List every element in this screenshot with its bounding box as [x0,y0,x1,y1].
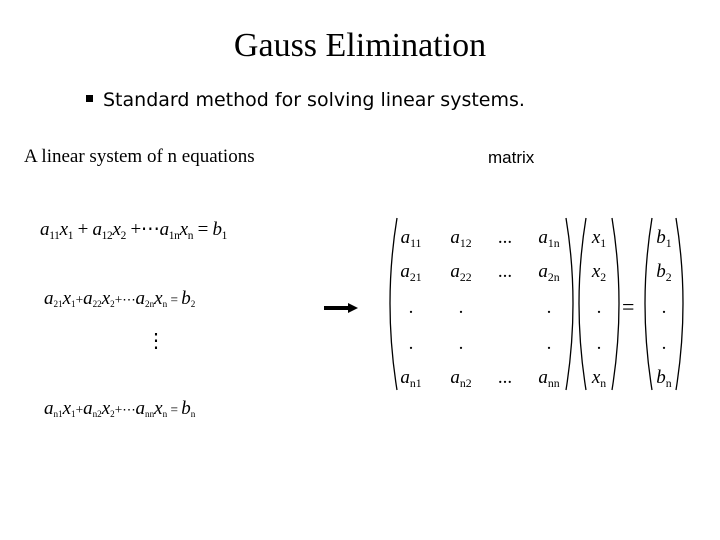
vector-x-cell: $x_1$ [591,227,607,251]
variable: a [83,288,93,309]
subscript: 1n [168,229,180,242]
vector-x-cell: . [596,297,602,318]
variable: x [154,398,163,419]
variable: a [159,219,169,240]
matrix-heading: matrix [488,148,535,167]
matrix-a-cell: . [546,297,552,318]
operator: +⋯ [114,292,136,307]
subscript: 1 [67,229,74,242]
matrix-equals-sign: = [622,294,635,319]
variable: b [181,288,191,309]
variable: x [179,219,188,240]
operator: + [75,292,84,307]
variable: x [62,398,72,419]
matrix-a-cell: $a_{2n}$ [538,261,560,285]
vector-b-cell: $b_2$ [656,261,672,285]
matrix-a-cell: $a_{22}$ [450,261,472,285]
operator: + [75,402,84,417]
vector-b-cell: $b_1$ [656,227,672,251]
operator: + [73,219,93,240]
variable: a [135,288,146,309]
vector-b-cell: . [661,297,667,318]
subscript: 2 [120,229,126,242]
subscript: 11 [49,229,60,242]
matrix-a-cell: ... [497,227,513,248]
matrix-a-cell: . [408,297,414,318]
subscript: 1 [221,229,228,242]
vector-x-cell: . [596,333,602,354]
matrix-a-cell: $a_{n1}$ [400,367,422,391]
variable: x [62,288,72,309]
subscript: 21 [53,299,63,310]
variable: a [44,288,54,309]
matrix-a-cell: $a_{1n}$ [538,227,560,251]
operator: +⋯ [114,402,136,417]
matrix-a-cell: ... [497,367,513,388]
slide-title: Gauss Elimination [233,27,487,64]
vertical-ellipsis: ⋮ [146,328,166,352]
variable: a [92,219,102,240]
subscript: 2 [110,299,115,310]
variable: a [83,398,93,419]
matrix-a-cell: $a_{12}$ [450,227,472,251]
variable: b [181,398,191,419]
variable: x [59,219,68,240]
subscript: 1 [71,299,76,310]
matrix-a-cell: $a_{21}$ [400,261,422,285]
vector-x-cell: $x_2$ [591,261,607,285]
operator: = [167,292,182,307]
variable: a [40,219,50,240]
subscript: n [187,229,194,242]
matrix-a-cell: $a_{11}$ [400,227,422,251]
subscript: n [162,409,168,420]
subscript: nn [145,409,155,420]
matrix-a-cell: $a_{n2}$ [450,367,472,391]
matrix-a-cell: . [458,297,464,318]
subscript: 2 [190,299,196,310]
subscript: n [190,409,196,420]
matrix-a-cell: . [546,333,552,354]
subscript: 2 [110,409,115,420]
vector-b-cell: . [661,333,667,354]
matrix-a-cell: ... [497,261,513,282]
matrix-a-cell: . [458,333,464,354]
subscript: 12 [101,229,113,242]
variable: a [44,398,54,419]
variable: x [154,288,163,309]
subscript: n2 [92,409,102,420]
variable: x [101,288,111,309]
vector-x-cell: $x_n$ [591,367,607,391]
matrix-a-cell: $a_{nn}$ [538,367,560,391]
matrix-a-cell: . [408,333,414,354]
vector-b-cell: $b_n$ [656,367,672,391]
linear-system-heading: A linear system of n equations [24,146,255,167]
subscript: n1 [53,409,63,420]
bullet-text: Standard method for solving linear systems. [103,89,525,111]
operator: +⋯ [126,219,160,240]
operator: = [167,402,182,417]
variable: x [101,398,111,419]
subscript: 22 [92,299,102,310]
subscript: n [162,299,168,310]
subscript: 2n [145,299,155,310]
operator: = [193,219,213,240]
variable: x [112,219,121,240]
subscript: 1 [71,409,76,420]
variable: b [212,219,222,240]
variable: a [135,398,146,419]
